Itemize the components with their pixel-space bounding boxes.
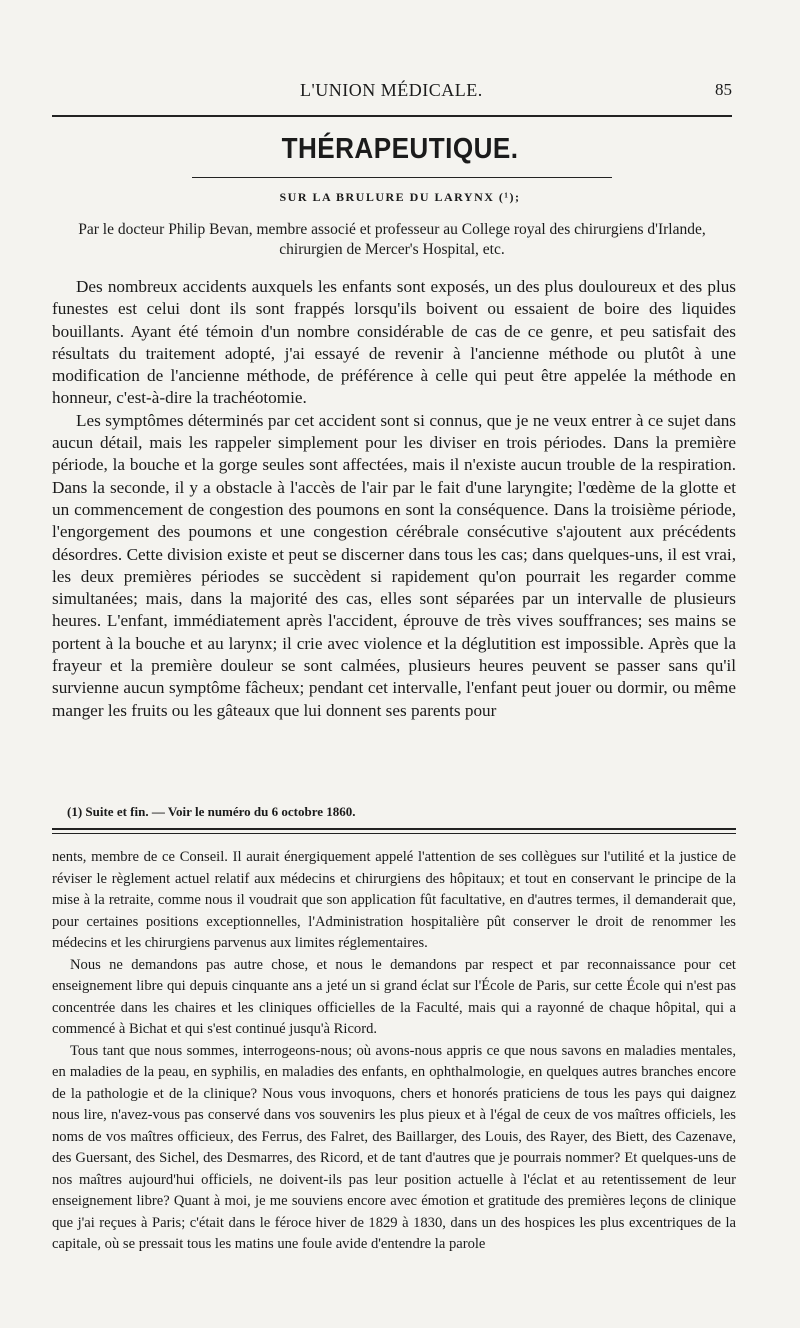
header-rule	[52, 115, 732, 117]
section-title: THÉRAPEUTIQUE.	[281, 133, 519, 165]
footnote: (1) Suite et fin. — Voir le numéro du 6 octobre 1860.	[67, 804, 356, 819]
paragraph: Tous tant que nous sommes, interrogeons-nous; où avons-nous appris ce que nous savons en maladies mentales, en maladies de la peau, en syphilis, en maladies des enfants, en ophthalmologie, en quelques autres branches encore de la pathologie et de la clinique? Nous vous invoquons, chers et honorés praticiens de tous les pays qui daignez nous lire, n'avez-vous pas conservé dans vos souvenirs les plus pieux et à l'égal de ceux de vos maîtres officiels, les noms de vos maîtres officieux, des Ferrus, des Falret, des Baillarger, des Louis, des Rayer, des Biett, des Cazenave, des Guersant, des Sichel, des Desmarres, des Ricord, et de tant d'autres que je pourrais nommer? Et quelques-uns de nos maîtres aujourd'hui officiels, ne doivent-ils pas leur position actuelle à l'éclat et au retentissement de leur enseignement libre? Quant à moi, je me souviens encore avec émotion et gratitude des premières leçons de clinique que j'ai reçues à Paris; c'était dans le féroce hiver de 1829 à 1830, dans un des hospices les plus excentriques de la capitale, où se pressait tous les matins une foule avide d'entendre la parole	[52, 1042, 736, 1252]
article-title: SUR LA BRULURE DU LARYNX (¹);	[279, 190, 521, 204]
running-head	[52, 80, 732, 104]
feuilleton-body	[52, 847, 736, 1256]
paragraph: nents, membre de ce Conseil. Il aurait énergiquement appelé l'attention de ses collègues sur l'utilité et la justice de réviser le règlement actuel relatif aux médecins et chirurgiens des hôpitaux; et tout en conservant le principe de la mise à la retraite, comme nous il voudrait que son application fût facultative, en d'autres termes, il demanderait que, pour certaines positions exceptionnelles, l'Administration hospitalière pût conserver le droit de renommer les médecins et les chirurgiens parvenus aux limites réglementaires.	[52, 849, 736, 951]
section-rule	[192, 177, 612, 178]
page-number: 85	[715, 80, 732, 99]
article-body	[52, 276, 736, 722]
article-byline: Par le docteur Philip Bevan, membre associé et professeur au College royal des chirurgiens d'Irlande, chirurgien de Mercer's Hospital, etc.	[78, 221, 706, 258]
paragraph: Les symptômes déterminés par cet accident sont si connus, que je ne veux entrer à ce sujet dans aucun détail, mais les rappeler simplement pour les diviser en trois périodes. Dans la première période, la bouche et la gorge seules sont affectées, mais il n'existe aucun trouble de la respiration. Dans la seconde, il y a obstacle à l'accès de l'air par le fait d'une laryngite; l'œdème de la glotte et un commencement de congestion des poumons en sont la conséquence. Dans la troisième période, l'engorgement des poumons et une congestion cérébrale consécutive s'ajoutent aux précédents désordres. Cette division existe et peut se discerner dans tous les cas; dans quelques-uns, il est vrai, les deux premières périodes se succèdent si rapidement qu'on pourrait les regarder comme simultanées; mais, dans la majorité des cas, elles sont séparées par un intervalle de plusieurs heures. L'enfant, immédiatement après l'accident, éprouve de très vives souffrances; ses mains se portent à la bouche et au larynx; il crie avec violence et la déglutition est impossible. Après que la frayeur et la première douleur se sont calmées, plusieurs heures peuvent se passer sans qu'il survienne aucun symptôme fâcheux; pendant cet intervalle, l'enfant peut jouer ou dormir, ou même manger les fruits ou les gâteaux que lui donnent ses parents pour	[52, 410, 736, 720]
separator-rule	[52, 828, 736, 830]
journal-title: L'UNION MÉDICALE.	[300, 80, 483, 100]
paragraph: Nous ne demandons pas autre chose, et nous le demandons par respect et par reconnaissance pour cet enseignement libre qui depuis cinquante ans a jeté un si grand éclat sur l'École de Paris, sur cette École qui n'est pas concentrée dans les chaires et les cliniques officielles de la Faculté, mais qui a rayonné de chaque hôpital, qui a commencé à Bichat et qui s'est continué jusqu'à Ricord.	[52, 956, 736, 1037]
paragraph: Des nombreux accidents auxquels les enfants sont exposés, un des plus douloureux et des plus funestes est celui dont ils sont frappés lorsqu'ils boivent ou essaient de boire des liquides bouillants. Ayant été témoin d'un nombre considérable de cas de ce genre, et peu satisfait des résultats du traitement adopté, j'ai essayé de revenir à l'ancienne méthode ou plutôt à une modification de l'ancienne méthode, de préférence à celle qui peut être appelée la méthode en honneur, c'est-à-dire la trachéotomie.	[52, 277, 736, 408]
separator-rule	[52, 833, 736, 834]
